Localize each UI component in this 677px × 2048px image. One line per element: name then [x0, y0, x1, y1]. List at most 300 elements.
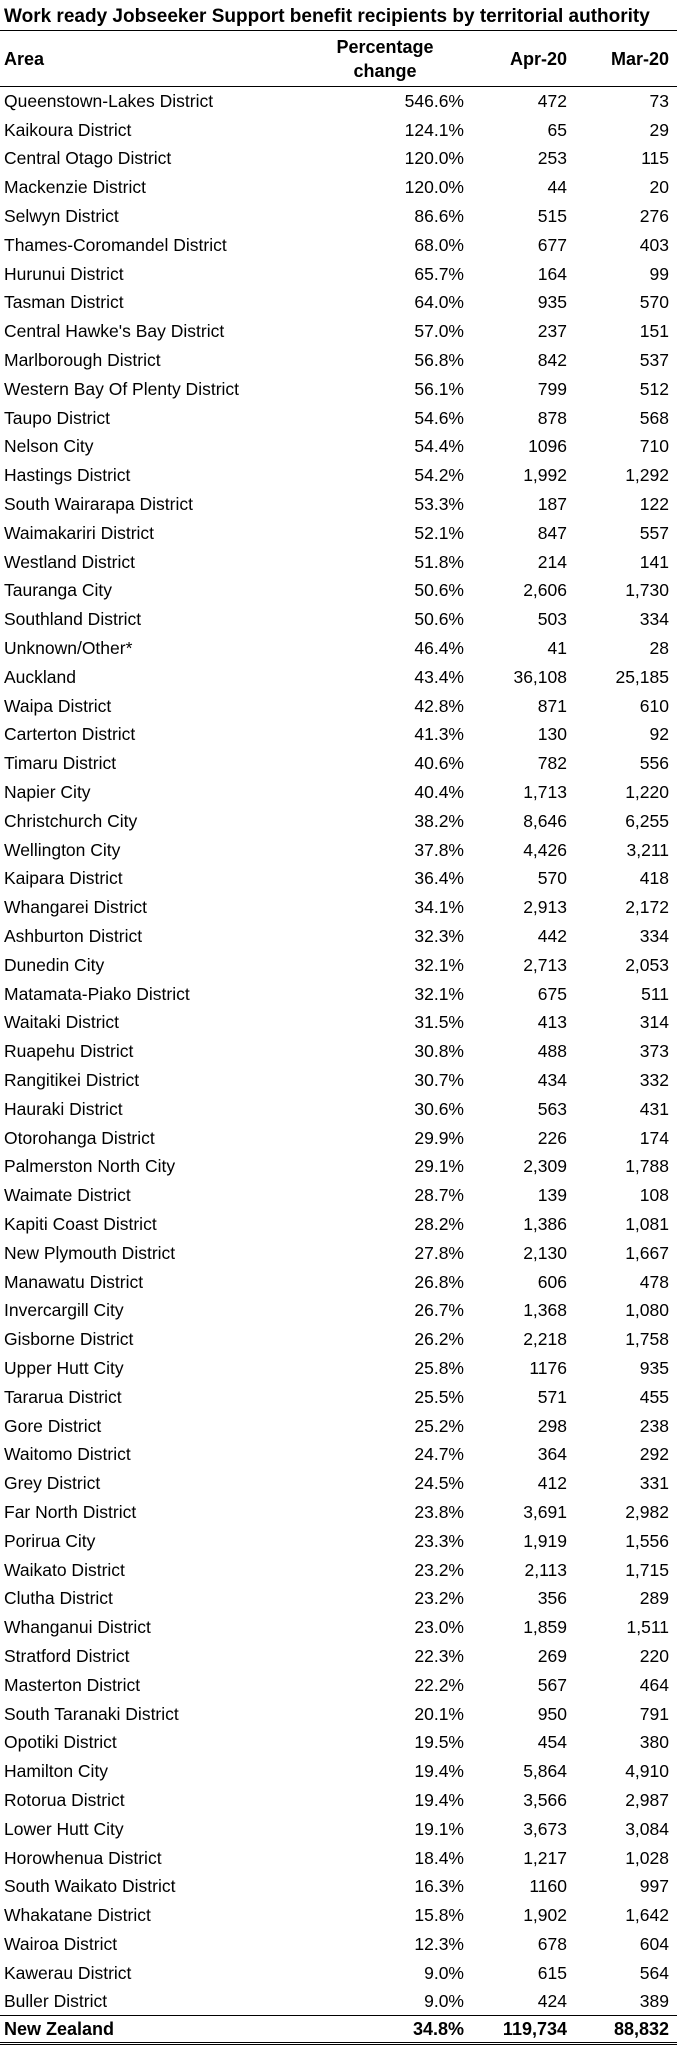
cell-mar-20: 99: [649, 263, 669, 284]
cell-area: Rotorua District: [4, 1789, 125, 1810]
cell-area: Auckland: [4, 666, 76, 687]
cell-area: Horowhenua District: [4, 1847, 162, 1868]
total-percentage: 34.8%: [300, 2016, 470, 2044]
cell-percentage: 68.0%: [414, 234, 464, 255]
column-header-area: Area: [0, 31, 300, 87]
cell-mar-20: 29: [649, 119, 669, 140]
cell-mar-20: 3,084: [625, 1818, 669, 1839]
cell-area: Upper Hutt City: [4, 1357, 124, 1378]
cell-percentage: 32.1%: [414, 954, 464, 975]
cell-percentage: 56.1%: [414, 378, 464, 399]
cell-percentage: 23.0%: [414, 1617, 464, 1638]
table-row: [0, 1814, 677, 1843]
table-row: [0, 461, 677, 490]
cell-apr-20: 41: [547, 638, 567, 659]
table-row: [0, 432, 677, 461]
table-row: [0, 576, 677, 605]
table-row: [0, 1037, 677, 1066]
cell-percentage: 19.1%: [414, 1818, 464, 1839]
table-row: [0, 144, 677, 173]
cell-mar-20: 115: [641, 148, 669, 169]
cell-area: Hamilton City: [4, 1761, 109, 1782]
cell-percentage: 54.4%: [414, 436, 464, 457]
cell-mar-20: 556: [639, 753, 669, 774]
cell-area: Unknown/Other*: [4, 638, 133, 659]
cell-mar-20: 334: [639, 926, 669, 946]
cell-percentage: 50.6%: [414, 580, 464, 601]
cell-percentage: 124.1%: [404, 119, 464, 140]
cell-apr-20: 1,859: [523, 1617, 567, 1638]
cell-mar-20: 3,211: [626, 839, 669, 860]
cell-mar-20: 2,053: [625, 954, 669, 975]
cell-apr-20: 454: [537, 1732, 567, 1753]
cell-percentage: 57.0%: [414, 321, 464, 342]
table-row: [0, 374, 677, 403]
table-row: [0, 1872, 677, 1901]
cell-mar-20: 2,172: [625, 897, 669, 918]
cell-area: South Taranaki District: [4, 1703, 179, 1724]
table-row: [0, 1440, 677, 1469]
cell-mar-20: 289: [639, 1588, 669, 1609]
cell-percentage: 22.3%: [414, 1645, 464, 1666]
cell-apr-20: 3,691: [523, 1501, 567, 1522]
cell-mar-20: 568: [639, 407, 669, 428]
cell-apr-20: 1,217: [523, 1847, 567, 1868]
benefit-table: [0, 30, 677, 2045]
cell-apr-20: 442: [537, 926, 567, 946]
cell-mar-20: 564: [639, 1962, 669, 1983]
cell-area: Queenstown-Lakes District: [4, 91, 214, 112]
cell-percentage: 32.3%: [414, 926, 464, 946]
cell-percentage: 54.6%: [414, 407, 464, 428]
cell-mar-20: 314: [639, 1012, 669, 1033]
column-header-mar-20: Mar-20: [575, 31, 677, 87]
cell-apr-20: 935: [537, 292, 567, 313]
cell-area: Selwyn District: [4, 206, 119, 227]
cell-percentage: 54.2%: [414, 465, 464, 486]
cell-apr-20: 3,566: [523, 1789, 567, 1810]
cell-area: Waitomo District: [4, 1444, 131, 1465]
cell-mar-20: 92: [649, 724, 669, 745]
table-row: [0, 1613, 677, 1642]
table-row: [0, 518, 677, 547]
cell-area: Rangitikei District: [4, 1069, 140, 1090]
table-row: [0, 259, 677, 288]
cell-percentage: 25.8%: [414, 1357, 464, 1378]
cell-percentage: 19.5%: [414, 1732, 464, 1753]
header-row: [0, 31, 677, 87]
cell-mar-20: 997: [639, 1876, 669, 1897]
table-row: [0, 749, 677, 778]
table-row: [0, 864, 677, 893]
cell-area: Gisborne District: [4, 1329, 134, 1350]
cell-mar-20: 604: [639, 1933, 669, 1954]
table-row: [0, 922, 677, 951]
table-row: [0, 87, 677, 116]
cell-area: South Wairarapa District: [4, 494, 193, 515]
cell-area: Thames-Coromandel District: [4, 234, 227, 255]
cell-apr-20: 678: [537, 1933, 567, 1954]
cell-apr-20: 677: [537, 234, 567, 255]
total-row: [0, 2016, 677, 2044]
cell-area: Hastings District: [4, 465, 131, 486]
cell-apr-20: 472: [537, 91, 567, 112]
cell-area: Otorohanga District: [4, 1127, 155, 1148]
cell-apr-20: 2,113: [524, 1559, 567, 1580]
cell-mar-20: 1,511: [626, 1617, 669, 1638]
cell-percentage: 30.7%: [414, 1069, 464, 1090]
cell-area: Kaikoura District: [4, 119, 132, 140]
cell-area: Carterton District: [4, 724, 136, 745]
cell-mar-20: 141: [639, 551, 669, 572]
cell-apr-20: 842: [537, 350, 567, 371]
cell-area: Opotiki District: [4, 1732, 117, 1753]
cell-mar-20: 292: [639, 1444, 669, 1465]
cell-percentage: 86.6%: [414, 206, 464, 227]
cell-percentage: 40.6%: [414, 753, 464, 774]
table-row: [0, 1238, 677, 1267]
cell-percentage: 26.8%: [414, 1271, 464, 1292]
cell-percentage: 24.7%: [414, 1444, 464, 1465]
cell-area: Masterton District: [4, 1674, 141, 1695]
table-row: [0, 778, 677, 807]
cell-area: Wairoa District: [4, 1933, 118, 1954]
cell-mar-20: 403: [639, 234, 669, 255]
table-row: [0, 1210, 677, 1239]
cell-area: Dunedin City: [4, 954, 105, 975]
table-row: [0, 1181, 677, 1210]
cell-mar-20: 1,667: [625, 1242, 669, 1263]
total-mar-20: 88,832: [575, 2016, 677, 2044]
cell-percentage: 23.2%: [414, 1588, 464, 1609]
cell-percentage: 22.2%: [414, 1674, 464, 1695]
table-row: [0, 1642, 677, 1671]
cell-percentage: 19.4%: [414, 1761, 464, 1782]
percentage-header-line2: change: [353, 60, 417, 81]
cell-area: Kawerau District: [4, 1962, 132, 1983]
cell-percentage: 41.3%: [414, 724, 464, 745]
cell-percentage: 120.0%: [404, 177, 464, 198]
cell-mar-20: 122: [639, 494, 669, 515]
table-row: [0, 1123, 677, 1152]
cell-percentage: 120.0%: [404, 148, 464, 169]
cell-area: Manawatu District: [4, 1271, 144, 1292]
cell-percentage: 26.2%: [414, 1329, 464, 1350]
table-row: [0, 1958, 677, 1987]
cell-area: Whangarei District: [4, 897, 147, 918]
cell-apr-20: 3,673: [523, 1818, 567, 1839]
table-row: [0, 1152, 677, 1181]
table-row: [0, 202, 677, 231]
cell-area: Waimate District: [4, 1185, 131, 1206]
cell-percentage: 29.1%: [414, 1156, 464, 1177]
table-row: [0, 1757, 677, 1786]
cell-mar-20: 557: [639, 522, 669, 543]
table-body: [0, 87, 677, 2016]
cell-percentage: 16.3%: [414, 1876, 464, 1897]
table-row: [0, 1008, 677, 1037]
cell-mar-20: 373: [639, 1041, 669, 1062]
cell-mar-20: 73: [649, 91, 669, 112]
cell-apr-20: 226: [537, 1127, 567, 1148]
cell-mar-20: 380: [639, 1732, 669, 1753]
cell-apr-20: 563: [537, 1098, 567, 1119]
cell-apr-20: 799: [537, 378, 567, 399]
cell-apr-20: 364: [537, 1444, 567, 1465]
cell-percentage: 65.7%: [414, 263, 464, 284]
cell-area: Marlborough District: [4, 350, 161, 371]
cell-area: Waimakariri District: [4, 522, 155, 543]
cell-apr-20: 1,713: [523, 782, 567, 803]
cell-area: Kaipara District: [4, 868, 123, 889]
column-header-apr-20: Apr-20: [470, 31, 575, 87]
cell-mar-20: 1,715: [625, 1559, 669, 1580]
cell-apr-20: 5,864: [523, 1761, 567, 1782]
table-row: [0, 1382, 677, 1411]
cell-apr-20: 488: [537, 1041, 567, 1062]
table-row: [0, 1786, 677, 1815]
table-row: [0, 1699, 677, 1728]
table-row: [0, 1411, 677, 1440]
cell-mar-20: 2,987: [625, 1789, 669, 1810]
table-row: [0, 1555, 677, 1584]
cell-mar-20: 610: [639, 695, 669, 716]
cell-mar-20: 1,556: [625, 1530, 669, 1551]
table-row: [0, 115, 677, 144]
cell-mar-20: 570: [639, 292, 669, 313]
cell-apr-20: 237: [537, 321, 567, 342]
table-row: [0, 230, 677, 259]
cell-apr-20: 298: [537, 1415, 567, 1436]
cell-area: Nelson City: [4, 436, 94, 457]
cell-area: South Waikato District: [4, 1876, 176, 1897]
cell-apr-20: 8,646: [523, 810, 567, 831]
cell-percentage: 12.3%: [414, 1933, 464, 1954]
cell-percentage: 23.3%: [414, 1530, 464, 1551]
table-row: [0, 1094, 677, 1123]
cell-apr-20: 2,913: [523, 897, 567, 918]
cell-percentage: 30.8%: [414, 1041, 464, 1062]
cell-percentage: 23.8%: [414, 1501, 464, 1522]
table-row: [0, 1670, 677, 1699]
cell-percentage: 29.9%: [414, 1127, 464, 1148]
cell-apr-20: 1,992: [523, 465, 567, 486]
cell-percentage: 32.1%: [414, 983, 464, 1004]
cell-area: Gore District: [4, 1415, 102, 1436]
cell-apr-20: 4,426: [523, 839, 567, 860]
cell-percentage: 23.2%: [414, 1559, 464, 1580]
cell-apr-20: 130: [537, 724, 567, 745]
cell-percentage: 40.4%: [414, 782, 464, 803]
cell-apr-20: 413: [537, 1012, 567, 1033]
cell-area: Hauraki District: [4, 1098, 123, 1119]
cell-area: Tauranga City: [4, 580, 112, 601]
cell-area: Hurunui District: [4, 263, 124, 284]
cell-apr-20: 187: [537, 494, 567, 515]
cell-area: Palmerston North City: [4, 1156, 176, 1177]
cell-area: Ashburton District: [4, 926, 143, 946]
table-row: [0, 1843, 677, 1872]
cell-apr-20: 253: [537, 148, 567, 169]
cell-mar-20: 935: [639, 1357, 669, 1378]
cell-percentage: 64.0%: [414, 292, 464, 313]
cell-area: Matamata-Piako District: [4, 983, 190, 1004]
cell-area: Ruapehu District: [4, 1041, 134, 1062]
cell-percentage: 37.8%: [414, 839, 464, 860]
table-row: [0, 1066, 677, 1095]
cell-mar-20: 464: [639, 1674, 669, 1695]
cell-percentage: 26.7%: [414, 1300, 464, 1321]
cell-mar-20: 1,028: [625, 1847, 669, 1868]
cell-mar-20: 511: [641, 983, 669, 1004]
cell-apr-20: 950: [537, 1703, 567, 1724]
table-row: [0, 979, 677, 1008]
cell-apr-20: 1,919: [523, 1530, 567, 1551]
cell-mar-20: 276: [639, 206, 669, 227]
cell-apr-20: 675: [537, 983, 567, 1004]
cell-area: Timaru District: [4, 753, 117, 774]
cell-area: Buller District: [4, 1991, 108, 2012]
cell-percentage: 51.8%: [414, 551, 464, 572]
cell-percentage: 9.0%: [424, 1991, 464, 2012]
cell-percentage: 28.7%: [414, 1185, 464, 1206]
cell-percentage: 20.1%: [414, 1703, 464, 1724]
cell-percentage: 24.5%: [414, 1473, 464, 1494]
cell-mar-20: 334: [639, 609, 669, 630]
cell-apr-20: 1,386: [523, 1213, 567, 1234]
cell-area: Central Hawke's Bay District: [4, 321, 225, 342]
cell-mar-20: 28: [649, 638, 669, 659]
percentage-header-line1: Percentage: [336, 36, 434, 57]
cell-area: Central Otago District: [4, 148, 172, 169]
cell-mar-20: 1,080: [625, 1300, 669, 1321]
table-row: [0, 317, 677, 346]
cell-percentage: 42.8%: [414, 695, 464, 716]
cell-mar-20: 332: [639, 1069, 669, 1090]
table-row: [0, 490, 677, 519]
cell-apr-20: 412: [537, 1473, 567, 1494]
cell-percentage: 9.0%: [424, 1962, 464, 1983]
cell-mar-20: 1,758: [625, 1329, 669, 1350]
cell-mar-20: 418: [639, 868, 669, 889]
table-row: [0, 691, 677, 720]
cell-percentage: 25.5%: [414, 1386, 464, 1407]
cell-percentage: 25.2%: [414, 1415, 464, 1436]
cell-percentage: 15.8%: [414, 1905, 464, 1926]
table-row: [0, 1728, 677, 1757]
cell-area: Far North District: [4, 1501, 137, 1522]
cell-apr-20: 782: [537, 753, 567, 774]
cell-mar-20: 4,910: [625, 1761, 669, 1782]
cell-apr-20: 164: [537, 263, 567, 284]
cell-apr-20: 2,218: [523, 1329, 567, 1350]
cell-percentage: 30.6%: [414, 1098, 464, 1119]
cell-percentage: 18.4%: [414, 1847, 464, 1868]
cell-apr-20: 434: [537, 1069, 567, 1090]
cell-mar-20: 455: [639, 1386, 669, 1407]
cell-apr-20: 356: [537, 1588, 567, 1609]
table-row: [0, 1987, 677, 2016]
table-row: [0, 1901, 677, 1930]
table-row: [0, 288, 677, 317]
cell-apr-20: 1096: [528, 436, 567, 457]
cell-area: Whakatane District: [4, 1905, 151, 1926]
cell-apr-20: 36,108: [513, 666, 567, 687]
cell-apr-20: 567: [537, 1674, 567, 1695]
table-row: [0, 1325, 677, 1354]
table-row: [0, 1354, 677, 1383]
table-row: [0, 1930, 677, 1959]
cell-percentage: 53.3%: [414, 494, 464, 515]
cell-mar-20: 6,255: [625, 810, 669, 831]
cell-area: Waikato District: [4, 1559, 125, 1580]
cell-area: Waipa District: [4, 695, 112, 716]
table-row: [0, 346, 677, 375]
table-row: [0, 173, 677, 202]
cell-apr-20: 139: [537, 1185, 567, 1206]
cell-apr-20: 424: [537, 1991, 567, 2012]
cell-mar-20: 108: [639, 1185, 669, 1206]
cell-percentage: 43.4%: [414, 666, 464, 687]
cell-mar-20: 1,081: [625, 1213, 669, 1234]
cell-apr-20: 571: [537, 1386, 567, 1407]
cell-percentage: 38.2%: [414, 810, 464, 831]
cell-mar-20: 2,982: [625, 1501, 669, 1522]
cell-area: Tasman District: [4, 292, 124, 313]
cell-percentage: 36.4%: [414, 868, 464, 889]
cell-apr-20: 44: [547, 177, 567, 198]
cell-area: Taupo District: [4, 407, 111, 428]
cell-apr-20: 214: [537, 551, 567, 572]
cell-area: Lower Hutt City: [4, 1818, 124, 1839]
cell-mar-20: 220: [639, 1645, 669, 1666]
cell-percentage: 19.4%: [414, 1789, 464, 1810]
cell-apr-20: 847: [537, 522, 567, 543]
table-row: [0, 950, 677, 979]
cell-apr-20: 65: [547, 119, 567, 140]
cell-area: Southland District: [4, 609, 142, 630]
cell-apr-20: 515: [537, 206, 567, 227]
cell-apr-20: 2,606: [523, 580, 567, 601]
cell-apr-20: 1,368: [523, 1300, 567, 1321]
cell-apr-20: 871: [537, 695, 567, 716]
cell-area: Westland District: [4, 551, 135, 572]
cell-mar-20: 478: [639, 1271, 669, 1292]
cell-percentage: 546.6%: [404, 91, 464, 112]
cell-percentage: 31.5%: [414, 1012, 464, 1033]
cell-mar-20: 389: [639, 1991, 669, 2012]
table-row: [0, 893, 677, 922]
cell-mar-20: 25,185: [615, 666, 669, 687]
cell-mar-20: 791: [639, 1703, 669, 1724]
cell-percentage: 52.1%: [414, 522, 464, 543]
cell-area: Whanganui District: [4, 1617, 151, 1638]
cell-apr-20: 606: [537, 1271, 567, 1292]
cell-area: Waitaki District: [4, 1012, 120, 1033]
cell-mar-20: 1,292: [625, 465, 669, 486]
cell-area: Porirua City: [4, 1530, 96, 1551]
cell-mar-20: 331: [639, 1473, 669, 1494]
table-row: [0, 1584, 677, 1613]
cell-area: Invercargill City: [4, 1300, 124, 1321]
table-row: [0, 720, 677, 749]
total-apr-20: 119,734: [470, 2016, 575, 2044]
cell-apr-20: 2,309: [523, 1156, 567, 1177]
cell-area: Kapiti Coast District: [4, 1213, 157, 1234]
cell-mar-20: 431: [639, 1098, 669, 1119]
cell-apr-20: 503: [537, 609, 567, 630]
cell-mar-20: 174: [639, 1127, 669, 1148]
